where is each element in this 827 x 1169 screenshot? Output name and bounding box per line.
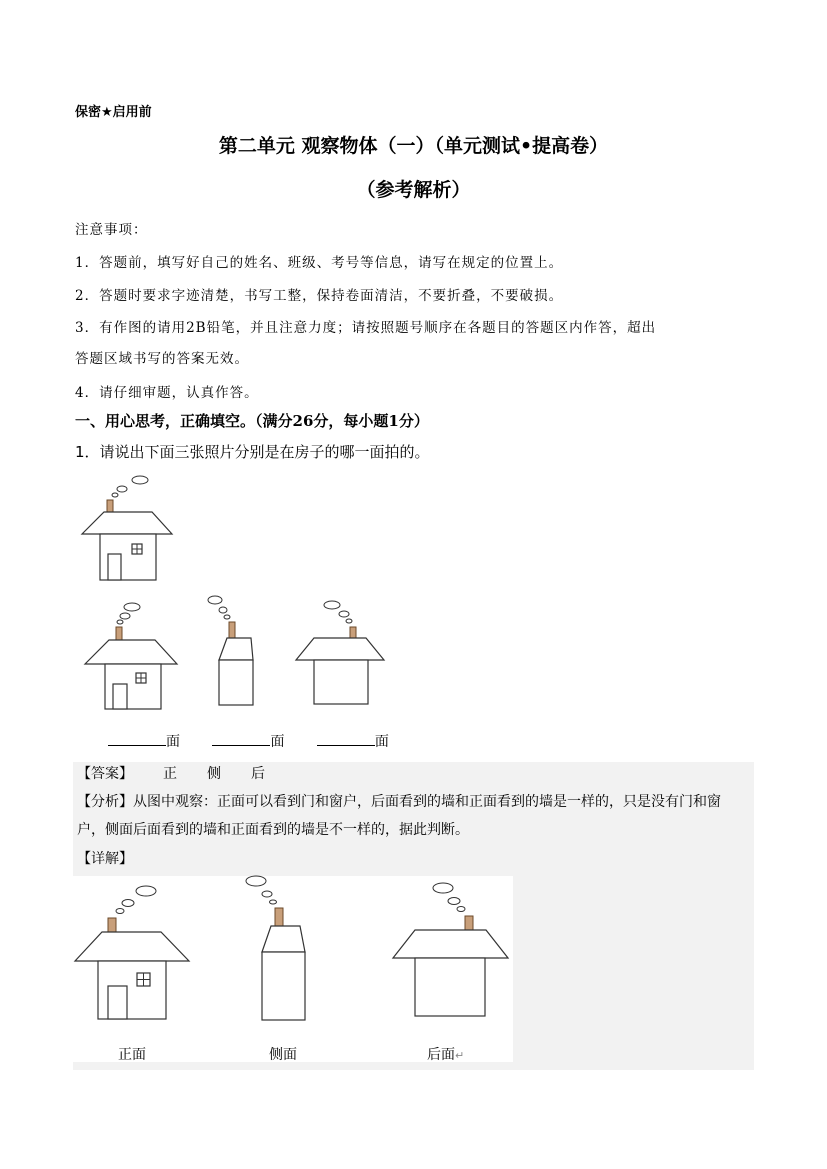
house-front-reference-figure [78,474,178,584]
answer-line [77,763,265,783]
answer-blanks-row [108,731,417,751]
analysis-line-1 [77,791,721,811]
answer-value: 正 [163,766,177,782]
page-subtitle: （参考解析） [356,179,471,201]
answer-value: 后 [251,766,265,782]
notice-item: 1．答题前，填写好自己的姓名、班级、考号等信息，请写在规定的位置上。 [75,255,564,271]
notice-item: 3．有作图的请用2B铅笔，并且注意力度；请按照题号顺序在各题目的答题区内作答，超出 [75,320,657,336]
section-heading: 一、用心思考，正确填空。（满分26分，每小题1分） [75,412,429,430]
detail-house-back [391,882,511,1022]
secret-label: 保密★启用前 [75,105,152,120]
caption-side: 侧面 [269,1047,297,1063]
detail-house-side [243,876,313,1022]
house-front-figure [83,600,183,712]
blank-2[interactable] [212,731,270,746]
notice-item: 4．请仔细审题，认真作答。 [75,385,259,401]
blank-3[interactable] [317,731,375,746]
return-mark: ↵ [455,1049,465,1062]
caption-front: 正面 [118,1047,146,1063]
blank-unit-label: 面 [270,734,285,750]
question-1: 1．请说出下面三张照片分别是在房子的哪一面拍的。 [75,443,430,461]
analysis-line-2: 户，侧面后面看到的墙和正面看到的墙是不一样的，据此判断。 [77,822,469,838]
page-title: 第二单元 观察物体（一）（单元测试•提高卷） [218,135,609,157]
blank-1[interactable] [108,731,166,746]
analysis-label: 【分析】 [77,794,133,810]
answer-value: 侧 [207,766,221,782]
analysis-text: 从图中观察：正面可以看到门和窗户，后面看到的墙和正面看到的墙是一样的，只是没有门和窗 [133,794,721,810]
notice-item: 答题区域书写的答案无效。 [75,351,249,367]
detail-figure [73,876,513,1062]
caption-back: 后面↵ [427,1047,465,1063]
answer-label: 【答案】 [77,766,133,782]
notice-item: 2．答题时要求字迹清楚，书写工整，保持卷面清洁，不要折叠，不要破损。 [75,288,564,304]
house-back-figure [294,598,390,706]
blank-unit-label: 面 [374,734,389,750]
notice-heading: 注意事项： [75,222,148,238]
house-side-figure [205,594,265,708]
detail-house-front [73,882,193,1026]
blank-unit-label: 面 [166,734,180,750]
detail-label: 【详解】 [77,851,133,867]
